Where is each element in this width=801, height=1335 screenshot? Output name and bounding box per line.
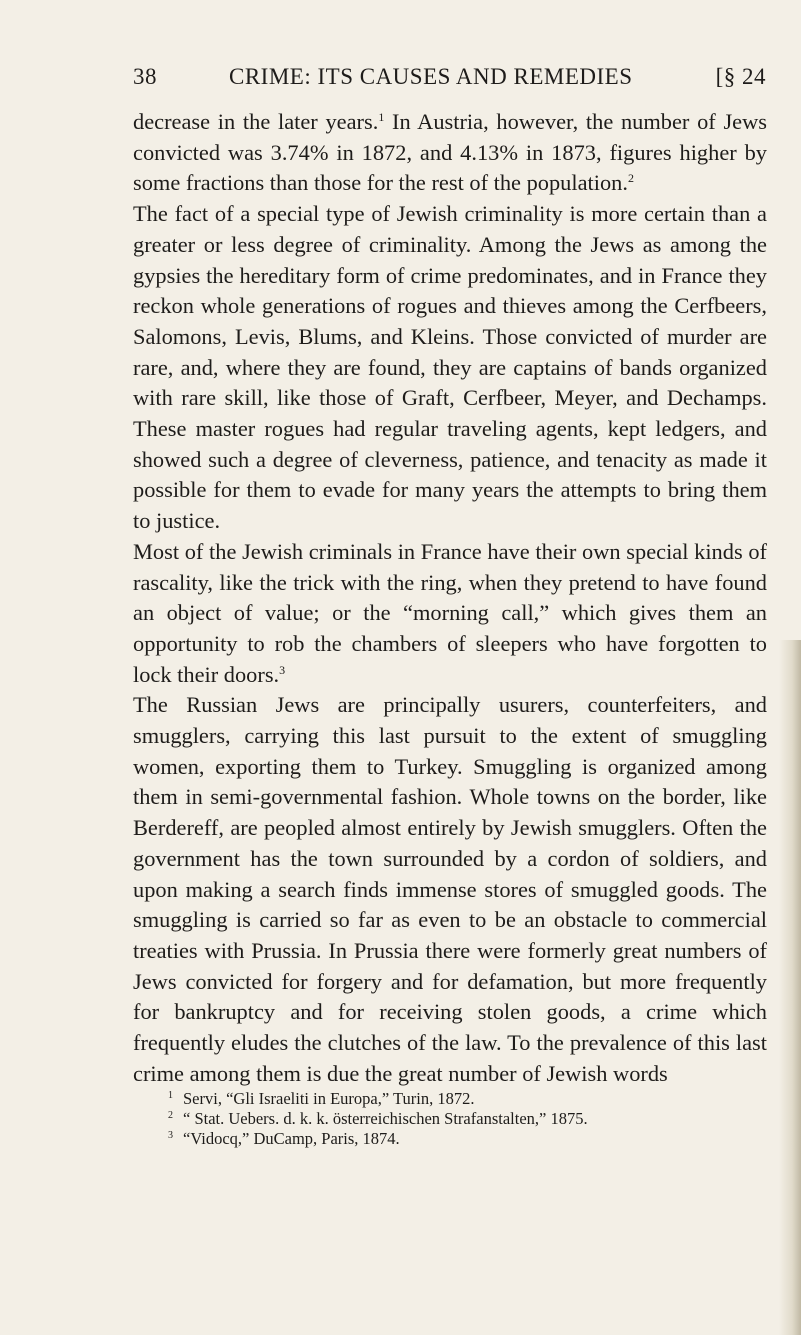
footnote-text: “Vidocq,” DuCamp, Paris, 1874. (183, 1129, 400, 1148)
footnote-text: Servi, “Gli Israeliti in Europa,” Turin, 1872. (183, 1089, 475, 1108)
footnote-mark: 2 (168, 1110, 173, 1121)
footnote-ref-3: 3 (279, 662, 286, 677)
footnote-mark: 3 (168, 1130, 173, 1141)
paragraph-1-text-a: decrease in the later years. (133, 109, 379, 134)
paragraph-1-text-b: In Austria, however, the number of Jews convicted was 3.74% in 1872, and 4.13% in 1873, figures higher by some fractions than those for the rest of the population. (133, 109, 767, 196)
footnote-3 (168, 1129, 768, 1149)
page-edge-stain (779, 640, 801, 1335)
paragraph-3-text: Most of the Jewish criminals in France have their own special kinds of rascality, like the trick with the ring, when they pretend to have found an object of value; or the “morning call,” which gives them an opportunity to rob the chambers of sleepers who have forgotten to lock their doors. (133, 538, 767, 687)
body-text (133, 107, 767, 1090)
running-header (133, 64, 766, 100)
footnote-2 (168, 1109, 768, 1129)
paragraph-3 (133, 537, 767, 691)
section-marker: [§ 24 (715, 64, 766, 89)
paragraph-4: The Russian Jews are principally usurers, counterfeiters, and smugglers, carrying this last pursuit to the extent of smuggling women, exporting them to Turkey. Smuggling is organized among them in semi-governmental fashion. Whole towns on the border, like Berdereff, are peopled almost entirely by Jewish smugglers. Often the government has the town surrounded by a cordon of soldiers, and upon making a search finds immense stores of smuggled goods. The smuggling is carried so far as even to be an obstacle to commercial treaties with Prussia. In Prussia there were formerly great numbers of Jews convicted for forgery and for defamation, but more frequently for bankruptcy and for receiving stolen goods, a crime which frequently eludes the clutches of the law. To the prevalence of this last crime among them is due the great number of Jewish words (133, 692, 767, 1086)
paragraph-1 (133, 107, 767, 199)
footnote-text: “ Stat. Uebers. d. k. k. österreichischen Strafanstalten,” 1875. (183, 1109, 588, 1128)
footnotes (168, 1089, 768, 1149)
footnote-ref-1: 1 (378, 110, 385, 124)
running-title: CRIME: ITS CAUSES AND REMEDIES (229, 64, 633, 89)
page-number: 38 (133, 64, 157, 89)
paragraph-2: The fact of a special type of Jewish criminality is more certain than a greater or less degree of criminality. Among the Jews as among the gypsies the hereditary form of crime predominates, and in France they reckon whole generations of rogues and thieves among the Cerfbeers, Salomons, Levis, Blums, and Kleins. Those convicted of murder are rare, and, where they are found, they are captains of bands organized with rare skill, like those of Graft, Cerfbeer, Meyer, and Dechamps. These master rogues had regular traveling agents, kept ledgers, and showed such a degree of cleverness, patience, and tenacity as made it possible for them to evade for many years the attempts to bring them to justice. (133, 201, 767, 534)
footnote-1 (168, 1089, 768, 1109)
footnote-mark: 1 (168, 1090, 173, 1101)
footnote-ref-2: 2 (627, 171, 634, 186)
